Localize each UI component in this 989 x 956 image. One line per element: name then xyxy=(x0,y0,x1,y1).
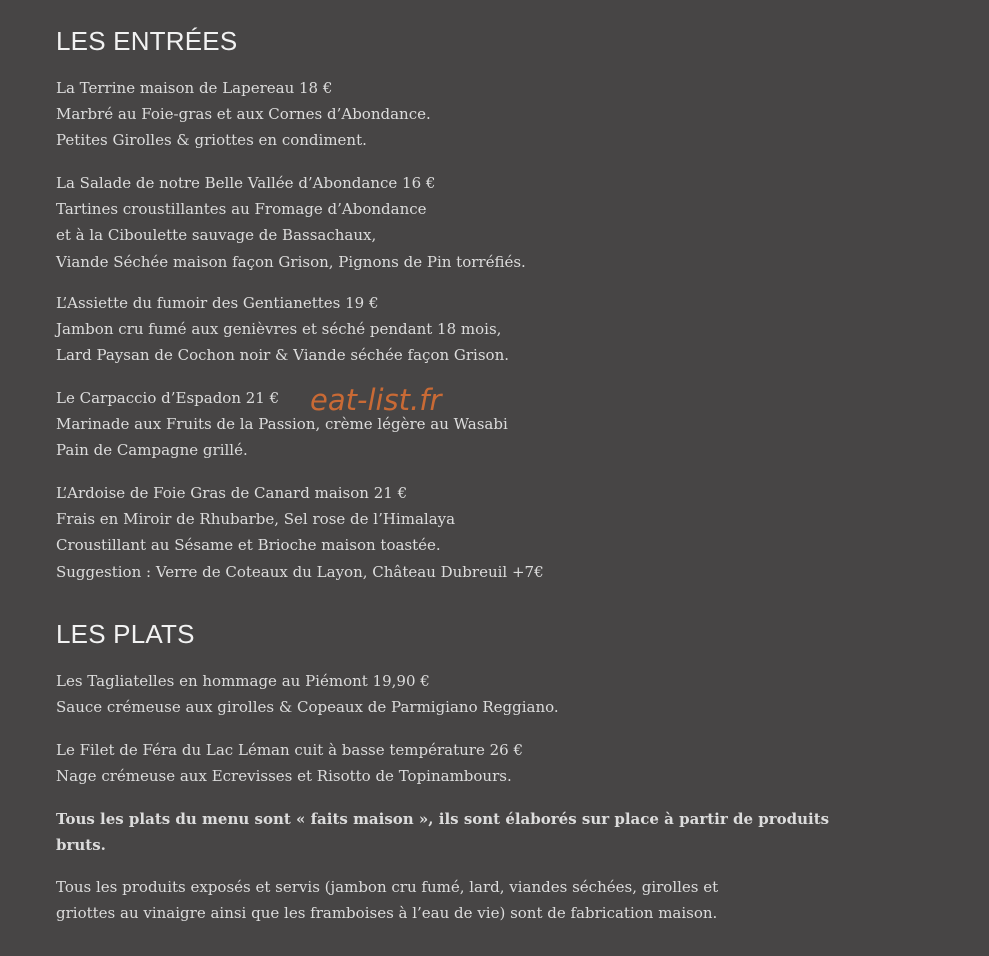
note-line: griottes au vinaigre ainsi que les framboises à l’eau de vie) sont de fabrication maison. xyxy=(56,904,718,923)
menu-item-description: Pain de Campagne grillé. xyxy=(56,441,248,460)
menu-item-description: Croustillant au Sésame et Brioche maison toastée. xyxy=(56,536,441,555)
note-line: Tous les produits exposés et servis (jambon cru fumé, lard, viandes séchées, girolles et xyxy=(56,878,719,896)
menu-item-terrine xyxy=(56,75,756,154)
menu-item-description: Frais en Miroir de Rhubarbe, Sel rose de l’Himalaya xyxy=(56,510,456,529)
note-fait-maison xyxy=(56,806,830,858)
menu-item-description: et à la Ciboulette sauvage de Bassachaux, xyxy=(56,226,377,245)
menu-item-description: Viande Séchée maison façon Grison, Pignons de Pin torréfiés. xyxy=(56,252,526,271)
menu-item-fera xyxy=(56,737,756,789)
menu-item-tagliatelles xyxy=(56,668,756,720)
note-line: Tous les plats du menu sont « faits maison », ils sont élaborés sur place à partir de produits xyxy=(56,810,830,828)
menu-item-name: L’Ardoise de Foie Gras de Canard maison 21 € xyxy=(56,484,408,502)
section-title-plats: LES PLATS xyxy=(56,619,195,649)
menu-item-name: Le Filet de Féra du Lac Léman cuit à basse température 26 € xyxy=(56,741,523,759)
menu-item-description: Lard Paysan de Cochon noir & Viande séchée façon Grison. xyxy=(56,346,510,365)
menu-item-name: L’Assiette du fumoir des Gentianettes 19 € xyxy=(56,294,379,312)
note-line: bruts. xyxy=(56,836,106,855)
watermark-logo: eat-list.fr xyxy=(310,383,442,417)
menu-item-description: Petites Girolles & griottes en condiment. xyxy=(56,131,367,150)
menu-item-suggestion: Suggestion : Verre de Coteaux du Layon, Château Dubreuil +7€ xyxy=(56,562,544,581)
menu-item-name: Les Tagliatelles en hommage au Piémont 19,90 € xyxy=(56,672,430,690)
menu-item-name: La Salade de notre Belle Vallée d’Abondance 16 € xyxy=(56,174,436,192)
menu-item-assiette-fumoir xyxy=(56,290,756,369)
menu-item-name: La Terrine maison de Lapereau 18 € xyxy=(56,79,333,97)
menu-item-salade xyxy=(56,170,756,275)
menu-item-description: Nage crémeuse aux Ecrevisses et Risotto de Topinambours. xyxy=(56,767,512,786)
menu-item-description: Sauce crémeuse aux girolles & Copeaux de Parmigiano Reggiano. xyxy=(56,698,559,717)
menu-item-name: Le Carpaccio d’Espadon 21 € xyxy=(56,389,280,407)
menu-item-description: Marbré au Foie-gras et aux Cornes d’Abondance. xyxy=(56,105,431,124)
menu-item-description: Tartines croustillantes au Fromage d’Abondance xyxy=(56,200,427,219)
note-produits xyxy=(56,874,756,926)
menu-item-description: Jambon cru fumé aux genièvres et séché pendant 18 mois, xyxy=(56,320,502,339)
menu-item-description: Marinade aux Fruits de la Passion, crème légère au Wasabi xyxy=(56,415,508,434)
section-title-entrees: LES ENTRÉES xyxy=(56,26,238,56)
menu-item-foie-gras xyxy=(56,480,756,585)
